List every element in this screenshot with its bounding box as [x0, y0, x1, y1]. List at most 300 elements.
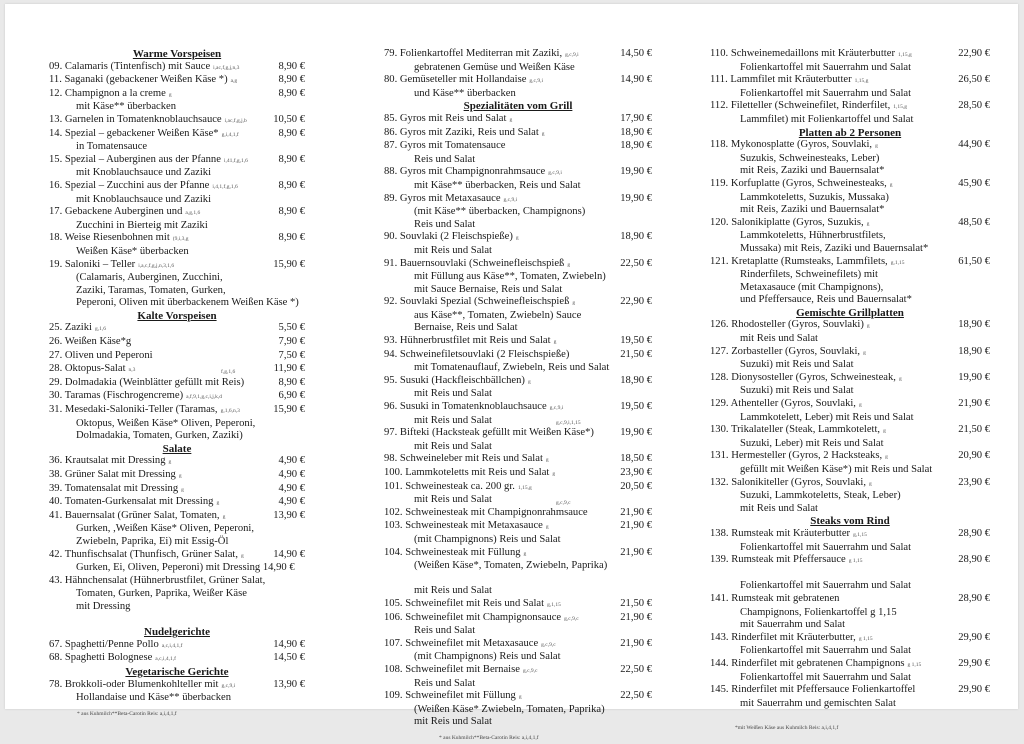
- menu-item-line: [710, 48, 990, 62]
- menu-item-line: [710, 424, 990, 438]
- item-name: Thunfischsalat (Thunfisch, Grüner Salat,: [64, 548, 238, 560]
- menu-item: [49, 390, 305, 404]
- menu-item-line: [710, 477, 990, 491]
- item-price: 5,50 €: [278, 322, 305, 334]
- item-price: 21,90 €: [620, 611, 652, 623]
- item-description: Suzukis, Schweinesteaks, Leber): [740, 152, 880, 164]
- menu-item: [49, 336, 305, 350]
- allergen-codes: g: [545, 457, 549, 464]
- allergen-codes: a,c,i,4,1,f: [155, 656, 176, 663]
- spacer: [49, 614, 305, 627]
- allergen-codes: g,1,6: [94, 326, 106, 333]
- item-number: 109.: [384, 690, 403, 702]
- menu-item: [710, 100, 990, 126]
- item-name: Schweinesteak mit Metaxasauce: [405, 520, 543, 532]
- item-price: 18,90 €: [620, 374, 652, 386]
- menu-item: [384, 296, 652, 335]
- menu-item-line: [384, 481, 652, 495]
- item-number: 85.: [384, 112, 398, 124]
- menu-item: [384, 453, 652, 467]
- menu-item-line: [49, 322, 305, 336]
- item-price: 8,90 €: [278, 179, 305, 191]
- item-number: 93.: [384, 335, 398, 347]
- item-description: mit Tomatenauflauf, Zwiebeln, Reis und Salat: [414, 362, 610, 374]
- allergen-codes: g,1,15: [890, 259, 905, 266]
- item-number: 144.: [710, 657, 729, 669]
- menu-item-line: [49, 74, 305, 88]
- item-number: 88.: [384, 166, 398, 178]
- item-description: mit Käse** überbacken, Reis und Salat: [414, 179, 581, 191]
- item-price: 15,90 €: [273, 258, 305, 270]
- allergen-codes: g: [509, 116, 513, 123]
- allergen-codes: g,c,9,i: [221, 682, 236, 689]
- section-heading: Kalte Vorspeisen: [137, 309, 217, 322]
- item-name: Schweinefilet mit Reis und Salat: [405, 597, 545, 609]
- item-description: in Tomatensauce: [76, 141, 148, 153]
- allergen-codes: g,1,15: [547, 601, 561, 608]
- item-description: mit Knoblauchsauce und Zaziki: [76, 167, 212, 179]
- item-description: mit Sauerrahm und Salat: [740, 619, 846, 631]
- menu-item-line: [384, 612, 652, 626]
- item-price: 19,90 €: [620, 427, 652, 439]
- menu-item: [384, 427, 652, 453]
- item-number: 126.: [710, 319, 729, 331]
- item-number: 25.: [49, 322, 63, 334]
- item-number: 40.: [49, 496, 63, 508]
- item-description: Zaziki, Taramas, Tomaten, Gurken,: [76, 284, 226, 296]
- item-price: 18,90 €: [620, 126, 652, 138]
- item-name: Gyros mit Tomatensauce: [399, 140, 506, 152]
- allergen-codes: g: [889, 181, 893, 188]
- item-price: 8,90 €: [278, 206, 305, 218]
- menu-item-line: [384, 113, 652, 127]
- allergen-codes: 1,15,g: [854, 78, 869, 85]
- item-number: 98.: [384, 453, 398, 465]
- item-price: 20,90 €: [958, 450, 990, 462]
- item-number: 39.: [49, 482, 63, 494]
- menu-item: [49, 455, 305, 469]
- menu-item: [49, 154, 305, 180]
- allergen-codes: 1,15,g: [517, 484, 532, 491]
- item-price: 29,90 €: [958, 657, 990, 669]
- allergen-codes: g,1,6,n,3: [220, 408, 240, 415]
- item-name: Athenteller (Gyros, Souvlaki,: [730, 398, 856, 410]
- menu-item-line: [710, 554, 990, 568]
- allergen-codes: g: [545, 524, 549, 531]
- menu-item-line: [710, 74, 990, 88]
- item-name: Rinderfilet mit Pfeffersauce Folienkartoffel: [731, 684, 916, 696]
- item-number: 110.: [710, 48, 729, 59]
- item-name: Folienkartoffel Mediterran mit Zaziki,: [399, 48, 563, 59]
- item-price: 28,90 €: [958, 592, 990, 604]
- menu-item-line: [384, 375, 652, 389]
- item-name: Filetteller (Schweinefilet, Rinderfilet,: [730, 100, 891, 112]
- item-description: Lammkotelett, Leber) mit Reis und Salat: [740, 411, 914, 423]
- item-description: mit Knoblauchsauce und Zaziki: [76, 193, 212, 205]
- item-description: Folienkartoffel mit Sauerrahm und Salat: [740, 61, 912, 73]
- menu-item-line: [710, 450, 990, 464]
- allergen-codes: g,c,9,i: [548, 170, 562, 177]
- item-name: Dionysosteller (Gyros, Schweinesteak,: [731, 371, 896, 383]
- menu-item: [49, 377, 305, 391]
- item-name: Bauernsouvlaki (Schweinefleischspieß: [399, 257, 565, 269]
- item-description: mit Reis und Salat: [414, 494, 492, 506]
- menu-item: [710, 74, 990, 100]
- item-description: mit Käse** überbacken: [76, 101, 177, 113]
- allergen-codes: g 1,15: [848, 558, 863, 565]
- section-heading: Gemischte Grillplatten: [796, 306, 904, 319]
- item-description: Dolmadakia, Tomaten, Gurken, Zaziki): [76, 430, 243, 442]
- section-heading: Salate: [162, 442, 192, 455]
- menu-item: [384, 638, 652, 664]
- item-name: Schweinefilet mit Füllung: [405, 690, 516, 702]
- item-description: mit Reis und Salat: [414, 244, 492, 256]
- menu-item-line: [384, 598, 652, 612]
- item-name: Gebackene Auberginen und: [64, 206, 183, 218]
- item-name: Salonikiplatte (Gyros, Suzukis,: [731, 216, 864, 228]
- item-number: 130.: [710, 424, 729, 436]
- item-description: Reis und Salat: [414, 677, 476, 689]
- menu-item: [710, 450, 990, 476]
- item-price: 8,90 €: [278, 376, 305, 388]
- allergen-codes: 1,15,g: [897, 52, 912, 58]
- item-description: Lammfilet) mit Folienkartoffel und Salat: [740, 113, 914, 125]
- item-price: 7,90 €: [278, 336, 305, 348]
- menu-item: [710, 398, 990, 424]
- item-description: Weißen Käse* überbacken: [76, 245, 189, 257]
- menu-item: [710, 48, 990, 74]
- item-description: Folienkartoffel mit Sauerrahm und Salat: [740, 87, 912, 99]
- menu-item-line: [710, 100, 990, 114]
- menu-item-line: [710, 139, 990, 153]
- item-price: 18,90 €: [958, 345, 990, 357]
- menu-item-line: [384, 401, 652, 415]
- allergen-footnote: * aus Kuhmilch**Beta-Carotin Reis: a,i,4,1,f: [439, 734, 539, 741]
- menu-item-line: [384, 547, 652, 561]
- menu-item-line: [49, 128, 305, 142]
- menu-item-line: [384, 166, 652, 180]
- item-description: Reis und Salat: [414, 625, 476, 637]
- menu-item-line: [710, 658, 990, 672]
- item-price: 14,50 €: [273, 652, 305, 664]
- menu-item-line: [49, 496, 305, 510]
- item-name: Souvlaki (2 Fleischspieße): [399, 231, 513, 243]
- item-number: 17.: [49, 206, 63, 218]
- menu-item: [49, 232, 305, 258]
- item-number: 15.: [49, 153, 63, 165]
- menu-item: [384, 140, 652, 166]
- item-number: 121.: [710, 255, 729, 267]
- menu-item: [49, 114, 305, 128]
- item-description: mit Reis und Salat: [414, 585, 492, 597]
- item-number: 27.: [49, 349, 63, 361]
- menu-item-line: [49, 483, 305, 497]
- item-price: 8,90 €: [278, 60, 305, 72]
- item-name: Gyros mit Reis und Salat: [399, 112, 507, 124]
- allergen-codes: g,1,15: [853, 531, 867, 538]
- menu-item-line: [710, 593, 990, 607]
- menu-item-line: [49, 206, 305, 220]
- menu-item: [49, 510, 305, 549]
- menu-item: [384, 598, 652, 612]
- allergen-codes: g: [866, 323, 870, 330]
- item-name: Rhodosteller (Gyros, Souvlaki): [731, 319, 864, 331]
- allergen-codes: g,c,9,c: [522, 667, 538, 674]
- item-number: 14.: [49, 127, 63, 139]
- item-name: Gyros mit Champignonrahmsauce: [399, 166, 546, 178]
- menu-item: [384, 113, 652, 127]
- item-price: 21,90 €: [620, 520, 652, 532]
- item-number: 29.: [49, 376, 63, 388]
- menu-item-line: [49, 679, 305, 693]
- item-number: 102.: [384, 506, 403, 518]
- item-name: Gemüseteller mit Hollandaise: [399, 74, 527, 86]
- menu-item-line: [49, 469, 305, 483]
- item-number: 09.: [49, 60, 63, 72]
- item-name: Calamaris (Tintenfisch) mit Sauce: [64, 60, 211, 72]
- menu-item-line: [49, 455, 305, 469]
- item-number: 79.: [384, 48, 398, 59]
- item-description: mit Sauce Bernaise, Reis und Salat: [414, 283, 563, 295]
- item-number: 106.: [384, 611, 403, 623]
- menu-item-line: [384, 507, 652, 521]
- item-number: 108.: [384, 663, 403, 675]
- item-description: Zwiebeln, Paprika, Ei) mit Essig-Öl: [76, 535, 229, 547]
- menu-item-line: [710, 528, 990, 542]
- menu-item-line: [384, 427, 652, 441]
- item-number: 127.: [710, 345, 729, 357]
- menu-item: [49, 639, 305, 653]
- menu-item: [710, 424, 990, 450]
- item-name: Tomatensalat mit Dressing: [64, 482, 179, 494]
- item-name: Dolmadakia (Weinblätter gefüllt mit Reis): [64, 376, 245, 388]
- allergen-codes: i,41,f,g,1,6: [223, 157, 248, 164]
- item-name: Lammkoteletts mit Reis und Salat: [405, 467, 550, 478]
- item-description: mit Reis, Zaziki und Bauernsalat*: [740, 165, 885, 177]
- item-price: 18,90 €: [958, 319, 990, 331]
- item-name: Souvlaki Spezial (Schweinefleischspieß: [399, 296, 570, 308]
- item-number: 139.: [710, 554, 729, 566]
- menu-item: [49, 483, 305, 497]
- menu-item-line: [710, 398, 990, 412]
- spacer: [710, 568, 990, 581]
- item-price: 22,90 €: [620, 296, 652, 308]
- item-number: 129.: [710, 398, 729, 410]
- item-description: Oktopus, Weißen Käse* Oliven, Peperoni,: [76, 417, 256, 429]
- item-number: 12.: [49, 87, 63, 99]
- item-description: mit Dressing: [76, 600, 131, 612]
- menu-item: [384, 664, 652, 690]
- item-description: Folienkartoffel mit Sauerrahm und Salat: [740, 671, 912, 683]
- allergen-codes: g,c,9,c: [564, 615, 579, 622]
- item-price: 23,90 €: [620, 467, 652, 478]
- item-name: Rinderfilet mit gebratenen Champignons: [731, 657, 905, 669]
- item-number: 145.: [710, 684, 729, 696]
- item-name: Weißen Käse*g: [64, 336, 132, 348]
- item-price: 21,50 €: [620, 597, 652, 609]
- item-description: Zucchini in Bierteig mit Zaziki: [76, 219, 208, 231]
- item-price: 4,90 €: [278, 455, 305, 467]
- allergen-codes: g: [518, 694, 522, 701]
- menu-item-line: [384, 349, 652, 363]
- menu-item-line: [384, 664, 652, 678]
- menu-item-line: [49, 350, 305, 364]
- menu-item: [710, 658, 990, 684]
- menu-page: [5, 4, 1018, 741]
- item-number: 128.: [710, 371, 729, 383]
- item-price: 13,90 €: [273, 678, 305, 690]
- item-price: 29,90 €: [958, 684, 990, 696]
- menu-item-line: [710, 346, 990, 360]
- allergen-codes: g: [883, 428, 886, 435]
- allergen-codes: g: [868, 480, 872, 487]
- allergen-codes: g,c,9,i: [565, 52, 579, 58]
- menu-item: [49, 549, 305, 575]
- menu-item: [49, 496, 305, 510]
- menu-column-right: [710, 48, 990, 735]
- allergen-codes: g: [885, 454, 888, 461]
- menu-item-line: [710, 217, 990, 231]
- item-description: Suzuki) mit Reis und Salat: [740, 359, 854, 371]
- item-number: 94.: [384, 348, 398, 360]
- item-description: Bernaise, Reis und Salat: [414, 322, 518, 334]
- menu-item: [384, 335, 652, 349]
- menu-item-line: [384, 231, 652, 245]
- item-price: 8,90 €: [278, 153, 305, 165]
- allergen-codes: g 1,15: [907, 661, 922, 668]
- item-name: Saganaki (gebackener Weißen Käse *): [64, 74, 228, 86]
- item-number: 92.: [384, 296, 398, 308]
- menu-item-line: [49, 180, 305, 194]
- item-price: 45,90 €: [958, 177, 990, 189]
- item-number: 103.: [384, 520, 403, 532]
- allergen-codes: g,c,9,i: [549, 405, 564, 412]
- item-description: Gurken, Ei, Oliven, Peperoni) mit Dressing 14,90 €: [76, 562, 295, 574]
- menu-item: [49, 469, 305, 483]
- allergen-codes: i,ac,f,g,j,b: [224, 117, 247, 124]
- allergen-codes: g: [875, 143, 878, 150]
- menu-item-line: [49, 363, 305, 377]
- menu-item: [384, 520, 652, 546]
- allergen-codes: g: [178, 473, 182, 479]
- allergen-codes: g: [216, 500, 220, 507]
- menu-item: [710, 593, 990, 632]
- item-price: 21,90 €: [620, 546, 652, 558]
- item-description: (Calamaris, Auberginen, Zucchini,: [76, 272, 223, 284]
- menu-item: [710, 217, 990, 256]
- section-heading: Platten ab 2 Personen: [798, 126, 902, 139]
- item-number: 104.: [384, 546, 403, 558]
- item-name: Schweinefilet mit Metaxasauce: [405, 637, 539, 649]
- item-description: Reis und Salat: [414, 153, 476, 165]
- menu-item-line: [49, 88, 305, 102]
- item-number: 80.: [384, 74, 398, 86]
- menu-item-line: [384, 690, 652, 704]
- item-name: Lammfilet mit Kräuterbutter: [730, 74, 852, 86]
- item-number: 120.: [710, 216, 729, 228]
- item-description: (mit Champignons) Reis und Salat: [414, 533, 561, 545]
- item-name: Tomaten-Gurkensalat mit Dressing: [64, 496, 214, 508]
- menu-item-line: [49, 575, 305, 589]
- item-name: Gyros mit Zaziki, Reis und Salat: [399, 126, 539, 138]
- menu-item-line: [384, 520, 652, 534]
- item-description: Folienkartoffel mit Sauerrahm und Salat: [740, 541, 912, 553]
- item-price: 19,90 €: [620, 192, 652, 204]
- menu-item-line: [49, 404, 305, 418]
- item-name: Schweinefilet mit Bernaise: [405, 663, 520, 675]
- allergen-codes: n,3: [128, 367, 136, 374]
- item-name: Schweinesteak ca. 200 gr.: [405, 480, 515, 492]
- item-description: mit Reis und Salat: [414, 440, 492, 452]
- allergen-codes: g: [222, 513, 226, 520]
- item-price: 19,90 €: [620, 166, 652, 178]
- menu-item: [710, 372, 990, 398]
- menu-item: [710, 319, 990, 345]
- item-description: (Weißen Käse*, Tomaten, Zwiebeln, Paprika): [414, 560, 608, 572]
- menu-item: [710, 178, 990, 217]
- menu-item: [710, 477, 990, 516]
- item-price: 18,50 €: [620, 453, 652, 465]
- item-description: Rinderfilets, Schweinefilets) mit: [740, 269, 878, 281]
- item-name: Trikalateller (Steak, Lammkotelett,: [731, 424, 881, 436]
- item-name: Bifteki (Hacksteak gefüllt mit Weißen Käse*): [399, 427, 594, 439]
- item-description: Suzuki, Lammkoteletts, Steak, Leber): [740, 490, 901, 502]
- item-price: 18,90 €: [620, 231, 652, 243]
- menu-item: [384, 481, 652, 507]
- menu-item-line: [49, 114, 305, 128]
- item-price: 4,90 €: [278, 469, 305, 480]
- item-description: Suzuki) mit Reis und Salat: [740, 385, 854, 397]
- menu-item: [710, 528, 990, 554]
- item-price: 21,90 €: [620, 637, 652, 649]
- menu-item: [384, 258, 652, 297]
- menu-item: [384, 401, 652, 427]
- item-description: mit Reis und Salat: [414, 414, 492, 426]
- item-name: Spezial – gebackener Weißen Käse*: [64, 127, 219, 139]
- item-description: (mit Käse** überbacken, Champignons): [414, 206, 586, 218]
- item-price: 4,90 €: [278, 496, 305, 508]
- item-price: 8,90 €: [278, 232, 305, 244]
- menu-item: [49, 679, 305, 705]
- item-name: Rumsteak mit Pfeffersauce: [731, 554, 846, 566]
- item-description: gebratenen Gemüse und Weißen Käse: [414, 61, 575, 73]
- menu-item-line: [384, 467, 652, 481]
- menu-item-line: [49, 510, 305, 524]
- item-name: Champignon a la creme: [64, 87, 166, 99]
- item-price: 28,90 €: [958, 554, 990, 566]
- item-number: 86.: [384, 126, 398, 138]
- item-price: 21,50 €: [620, 348, 652, 360]
- allergen-codes: g: [241, 552, 244, 559]
- item-name: Zorbasteller (Gyros, Souvlaki,: [731, 345, 861, 357]
- item-name: Mesedaki-Saloniki-Teller (Taramas,: [64, 404, 218, 416]
- spacer: [384, 573, 652, 586]
- menu-item: [710, 256, 990, 307]
- menu-item: [384, 547, 652, 573]
- menu-item-line: [384, 638, 652, 652]
- item-name: Salonikiteller (Gyros, Souvlaki,: [731, 476, 866, 488]
- item-number: 141.: [710, 592, 729, 604]
- item-number: 101.: [384, 480, 403, 492]
- allergen-codes: g: [567, 261, 571, 268]
- item-name: Spezial – Zucchini aus der Pfanne: [64, 179, 210, 191]
- item-name: Garnelen in Tomatenknoblauchsauce: [64, 113, 222, 125]
- item-number: 138.: [710, 527, 729, 539]
- item-number: 112.: [710, 100, 729, 112]
- item-name: Gyros mit Metaxasauce: [399, 192, 501, 204]
- item-price: 14,90 €: [273, 638, 305, 650]
- allergen-codes: g,c,9,c: [541, 641, 556, 648]
